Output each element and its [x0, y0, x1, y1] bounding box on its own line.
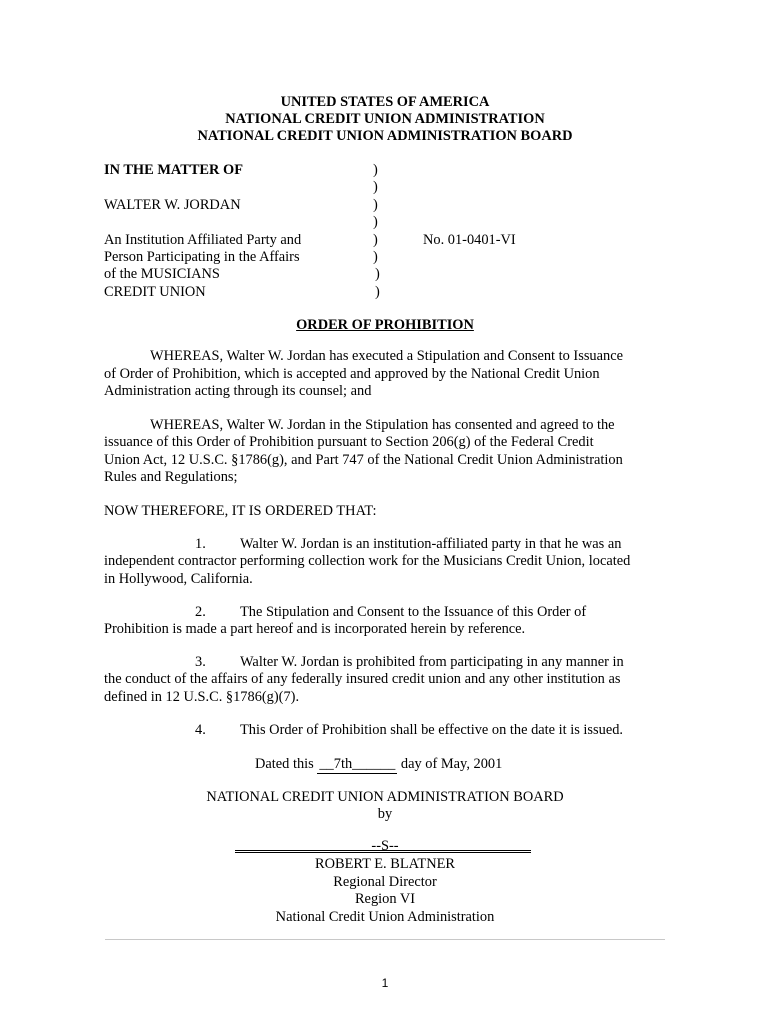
- whereas-2-line: Union Act, 12 U.S.C. §1786(g), and Part 747 of the National Credit Union Administration: [104, 452, 623, 468]
- caption-paren: ): [373, 162, 378, 178]
- item-2-line: Prohibition is made a part hereof and is incorporated herein by reference.: [104, 621, 526, 637]
- caption-paren: ): [373, 214, 378, 230]
- signer-name: ROBERT E. BLATNER: [315, 856, 455, 872]
- signature-board: NATIONAL CREDIT UNION ADMINISTRATION BOARD: [206, 789, 564, 805]
- whereas-1-line: of Order of Prohibition, which is accepted and approved by the National Credit Union: [104, 366, 600, 382]
- item-4-line: This Order of Prohibition shall be effective on the date it is issued.: [240, 722, 624, 738]
- now-therefore: NOW THEREFORE, IT IS ORDERED THAT:: [104, 503, 377, 519]
- dated-day: __7th______: [319, 756, 396, 772]
- item-number: 3.: [195, 654, 206, 670]
- item-1-line: in Hollywood, California.: [104, 571, 253, 587]
- item-number: 2.: [195, 604, 206, 620]
- caption-matter: IN THE MATTER OF: [104, 162, 243, 178]
- header-line-1: UNITED STATES OF AMERICA: [280, 94, 490, 110]
- page-number: 1: [381, 976, 389, 990]
- caption-desc-3: of the MUSICIANS: [104, 266, 220, 282]
- item-3-line: the conduct of the affairs of any federally insured credit union and any other institution as: [104, 671, 621, 687]
- item-3-line: Walter W. Jordan is prohibited from participating in any manner in: [240, 654, 624, 670]
- whereas-2-line: WHEREAS, Walter W. Jordan in the Stipulation has consented and agreed to the: [150, 417, 615, 433]
- signature-mark: --S--: [371, 838, 399, 854]
- dated-prefix: Dated this: [255, 756, 318, 772]
- whereas-1-line: Administration acting through its counsel; and: [104, 383, 372, 399]
- item-number: 4.: [195, 722, 206, 738]
- caption-paren: ): [373, 232, 378, 248]
- docket-number: No. 01-0401-VI: [423, 232, 516, 248]
- item-1-line: independent contractor performing collection work for the Musicians Credit Union, located: [104, 553, 631, 569]
- header-line-3: NATIONAL CREDIT UNION ADMINISTRATION BOARD: [197, 128, 573, 144]
- dated-suffix: day of May, 2001: [397, 756, 503, 772]
- document-title: ORDER OF PROHIBITION: [296, 317, 474, 333]
- item-2-line: The Stipulation and Consent to the Issuance of this Order of: [240, 604, 587, 620]
- item-number: 1.: [195, 536, 206, 552]
- caption-desc-4: CREDIT UNION: [104, 284, 206, 300]
- signature-line: [235, 850, 531, 853]
- whereas-2-line: Rules and Regulations;: [104, 469, 238, 485]
- signer-region: Region VI: [354, 891, 416, 907]
- caption-paren: ): [375, 284, 380, 300]
- footer-divider: [105, 939, 665, 940]
- item-3-line: defined in 12 U.S.C. §1786(g)(7).: [104, 689, 300, 705]
- whereas-1-line: WHEREAS, Walter W. Jordan has executed a Stipulation and Consent to Issuance: [150, 348, 623, 364]
- signature-by: by: [377, 806, 393, 822]
- header-line-2: NATIONAL CREDIT UNION ADMINISTRATION: [225, 111, 545, 127]
- caption-paren: ): [375, 266, 380, 282]
- caption-desc-1: An Institution Affiliated Party and: [104, 232, 302, 248]
- caption-paren: ): [373, 197, 378, 213]
- whereas-2-line: issuance of this Order of Prohibition pursuant to Section 206(g) of the Federal Credit: [104, 434, 594, 450]
- signer-agency: National Credit Union Administration: [275, 909, 495, 925]
- signer-title: Regional Director: [333, 874, 437, 890]
- caption-paren: ): [373, 249, 378, 265]
- caption-paren: ): [373, 179, 378, 195]
- item-1-line: Walter W. Jordan is an institution-affiliated party in that he was an: [240, 536, 622, 552]
- caption-name: WALTER W. JORDAN: [104, 197, 241, 213]
- dated-line: [255, 755, 502, 774]
- caption-desc-2: Person Participating in the Affairs: [104, 249, 300, 265]
